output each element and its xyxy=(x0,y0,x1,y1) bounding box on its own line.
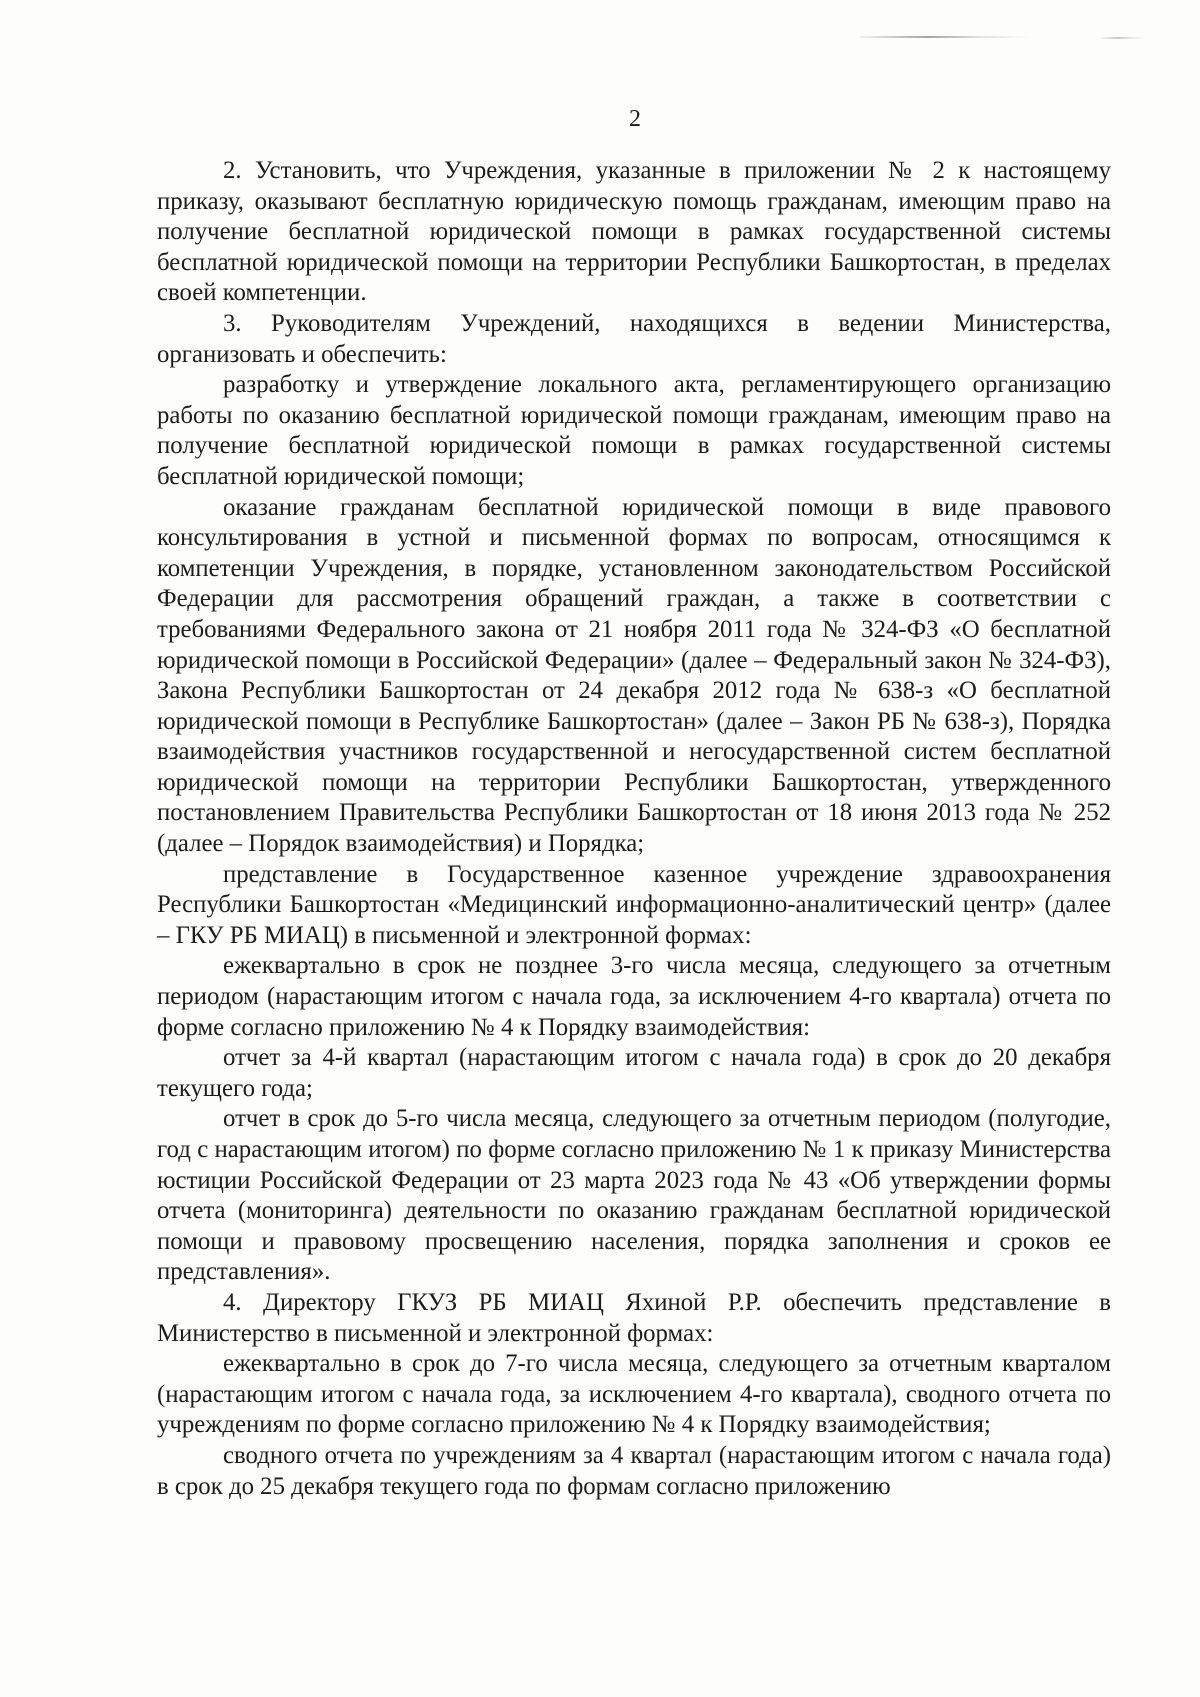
paragraph-summary-quarterly: ежеквартально в срок до 7-го числа месяца, следующего за отчетным кварталом (нарастающим итогом с начала года, за исключением 4-го квартала), сводного отчета по учреждениям по форме согласно приложению № 4 к Порядку взаимодействия; xyxy=(157,1350,1111,1439)
paragraph-q4-report: отчет за 4-й квартал (нарастающим итогом с начала года) в срок до 20 декабря текущего года; xyxy=(157,1044,1111,1102)
document-body xyxy=(157,156,1111,1502)
paragraph-local-act: разработку и утверждение локального акта, регламентирующего организацию работы по оказанию бесплатной юридической помощи гражданам, имеющим право на получение бесплатной юридической помощи в рамках государственной системы бесплатной юридической помощи; xyxy=(157,371,1111,490)
page-number: 2 xyxy=(629,106,641,132)
paragraph-reporting: представление в Государственное казенное учреждение здравоохранения Республики Башкортостан «Медицинский информационно-аналитический центр» (далее – ГКУ РБ МИАЦ) в письменной и электронной формах: xyxy=(157,860,1111,949)
paragraph-item-4: 4. Директору ГКУЗ РБ МИАЦ Яхиной Р.Р. обеспечить представление в Министерство в письменной и электронной формах: xyxy=(157,1288,1111,1347)
paragraph-legal-aid: оказание гражданам бесплатной юридической помощи в виде правового консультирования в устной и письменной формах по вопросам, относящимся к компетенции Учреждения, в порядке, установленном законодательством Российской Федерации для рассмотрения обращений граждан, а также в соответствии с требованиями Федерального закона от 21 ноября 2011 года № 324-ФЗ «О бесплатной юридической помощи в Российской Федерации» (далее – Федеральный закон № 324-ФЗ), Закона Республики Башкортостан от 24 декабря 2012 года № 638-з «О бесплатной юридической помощи в Республике Башкортостан» (далее – Закон РБ № 638-з), Порядка взаимодействия участников государственной и негосударственной систем бесплатной юридической помощи на территории Республики Башкортостан, утвержденного постановлением Правительства Республики Башкортостан от 18 июня 2013 года № 252 (далее – Порядок взаимодействия) и Порядка; xyxy=(157,493,1111,858)
scan-artifact xyxy=(860,36,1030,38)
paragraph-semiannual-report: отчет в срок до 5-го числа месяца, следующего за отчетным периодом (полугодие, год с нарастающим итогом) по форме согласно приложению № 1 к приказу Министерства юстиции Российской Федерации от 23 марта 2023 года № 43 «Об утверждении формы отчета (мониторинга) деятельности по оказанию гражданам бесплатной юридической помощи и правовому просвещению населения, порядка заполнения и сроков ее представления». xyxy=(157,1105,1111,1286)
paragraph-item-3: 3. Руководителям Учреждений, находящихся в ведении Министерства, организовать и обеспечить: xyxy=(157,309,1111,368)
scan-artifact xyxy=(1100,37,1146,39)
paragraph-summary-q4: сводного отчета по учреждениям за 4 квартал (нарастающим итогом с начала года) в срок до 25 декабря текущего года по формам согласно приложению xyxy=(157,1441,1111,1500)
paragraph-quarterly: ежеквартально в срок не позднее 3-го числа месяца, следующего за отчетным периодом (нарастающим итогом с начала года, за исключением 4-го квартала) отчета по форме согласно приложению № 4 к Порядку взаимодействия: xyxy=(157,952,1111,1041)
paragraph-item-2: 2. Установить, что Учреждения, указанные в приложении № 2 к настоящему приказу, оказывают бесплатную юридическую помощь гражданам, имеющим право на получение бесплатной юридической помощи в рамках государственной системы бесплатной юридической помощи на территории Республики Башкортостан, в пределах своей компетенции. xyxy=(157,157,1111,307)
